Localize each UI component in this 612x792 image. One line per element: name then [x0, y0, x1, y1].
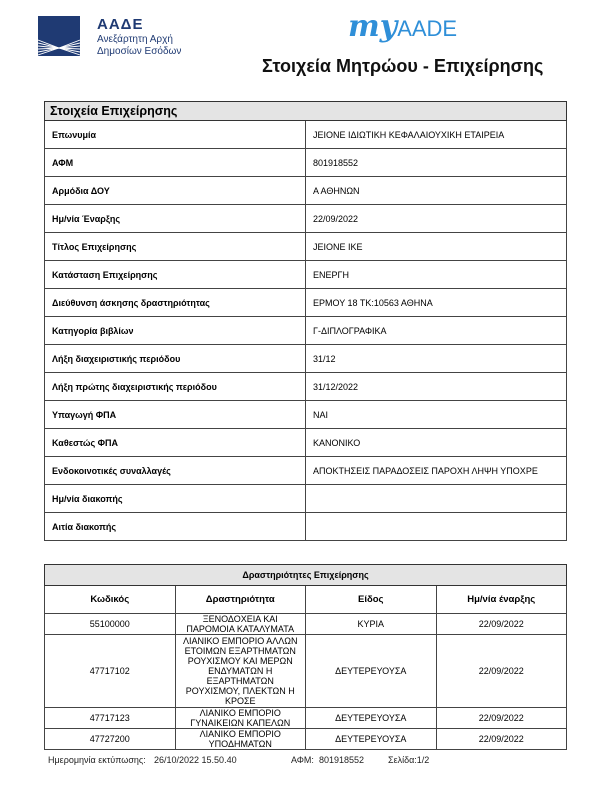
info-row-books-category — [45, 317, 567, 345]
activity-start-date: 22/09/2022 — [436, 708, 567, 729]
page-label: Σελίδα: — [388, 755, 417, 765]
logo-subtitle-line1: Ανεξάρτητη Αρχή — [97, 34, 173, 45]
brand-my: my — [348, 9, 398, 44]
info-row-address — [45, 289, 567, 317]
activity-description: ΞΕΝΟΔΟΧΕΙΑ ΚΑΙ ΠΑΡΟΜΟΙΑ ΚΑΤΑΛΥΜΑΤΑ — [175, 614, 306, 635]
info-label: ΑΦΜ — [45, 149, 306, 177]
info-row-intra-community — [45, 457, 567, 485]
activity-start-date: 22/09/2022 — [436, 729, 567, 750]
footer-page — [388, 755, 429, 765]
myaade-brand — [348, 9, 458, 44]
info-row-vat-subject — [45, 401, 567, 429]
logo-name: ΑΑΔΕ — [97, 16, 144, 33]
info-label: Τίτλος Επιχείρησης — [45, 233, 306, 261]
activity-description: ΛΙΑΝΙΚΟ ΕΜΠΟΡΙΟ ΑΛΛΩΝ ΕΤΟΙΜΩΝ ΕΞΑΡΤΗΜΑΤΩΝ ΡΟΥΧΙΣΜΟΥ ΚΑΙ ΜΕΡΩΝ ΕΝΔΥΜΑΤΩΝ Η ΕΞΑΡΤΗΜΑΤΩΝ ΡΟΥΧΙΣΜΟΥ, ΠΛΕΚΤΩΝ Η ΚΡΟΣΕ — [175, 635, 306, 708]
info-value: ΕΝΕΡΓΗ — [306, 261, 567, 289]
activity-start-date: 22/09/2022 — [436, 635, 567, 708]
info-label: Καθεστώς ΦΠΑ — [45, 429, 306, 457]
table-row — [45, 635, 567, 708]
info-value: Γ-ΔΙΠΛΟΓΡΑΦΙΚΑ — [306, 317, 567, 345]
info-row-title — [45, 233, 567, 261]
info-label: Ημ/νία Έναρξης — [45, 205, 306, 233]
activity-type: ΔΕΥΤΕΡΕΥΟΥΣΑ — [306, 635, 437, 708]
info-value: ΝΑΙ — [306, 401, 567, 429]
footer-afm — [291, 755, 364, 765]
info-row-start-date — [45, 205, 567, 233]
activity-start-date: 22/09/2022 — [436, 614, 567, 635]
table-row — [45, 729, 567, 750]
table-row — [45, 708, 567, 729]
col-header-start-date: Ημ/νία έναρξης — [436, 586, 567, 614]
info-value: ΑΠΟΚΤΗΣΕΙΣ ΠΑΡΑΔΟΣΕΙΣ ΠΑΡΟΧΗ ΛΗΨΗ ΥΠΟΧΡΕ — [306, 457, 567, 485]
aade-logo-mark-icon — [38, 16, 80, 56]
activity-type: ΚΥΡΙΑ — [306, 614, 437, 635]
info-value: 22/09/2022 — [306, 205, 567, 233]
business-info-table — [44, 101, 567, 541]
info-value: ΕΡΜΟΥ 18 ΤΚ:10563 ΑΘΗΝΑ — [306, 289, 567, 317]
info-label: Κατηγορία βιβλίων — [45, 317, 306, 345]
info-label: Ενδοκοινοτικές συναλλαγές — [45, 457, 306, 485]
activity-code: 47717102 — [45, 635, 176, 708]
info-row-vat-regime — [45, 429, 567, 457]
info-label: Επωνυμία — [45, 121, 306, 149]
activities-title: Δραστηριότητες Επιχείρησης — [45, 565, 567, 586]
info-value: JEIONE IKE — [306, 233, 567, 261]
page-number: 1/2 — [416, 755, 430, 765]
activity-code: 55100000 — [45, 614, 176, 635]
col-header-type: Είδος — [306, 586, 437, 614]
page-title: Στοιχεία Μητρώου - Επιχείρησης — [262, 56, 544, 76]
activities-header — [45, 565, 567, 586]
info-row-afm — [45, 149, 567, 177]
info-value: JEIONE ΙΔΙΩΤΙΚΗ ΚΕΦΑΛΑΙΟΥΧΙΚΗ ΕΤΑΙΡΕΙΑ — [306, 121, 567, 149]
info-row-stop-date — [45, 485, 567, 513]
info-value — [306, 485, 567, 513]
info-row-status — [45, 261, 567, 289]
info-label: Διεύθυνση άσκησης δραστηριότητας — [45, 289, 306, 317]
activity-type: ΔΕΥΤΕΡΕΥΟΥΣΑ — [306, 729, 437, 750]
logo-subtitle-line2: Δημοσίων Εσόδων — [97, 46, 182, 57]
info-value — [306, 513, 567, 541]
info-row-doy — [45, 177, 567, 205]
info-label: Υπαγωγή ΦΠΑ — [45, 401, 306, 429]
info-label: Αιτία διακοπής — [45, 513, 306, 541]
info-value: Α ΑΘΗΝΩΝ — [306, 177, 567, 205]
activity-description: ΛΙΑΝΙΚΟ ΕΜΠΟΡΙΟ ΥΠΟΔΗΜΑΤΩΝ — [175, 729, 306, 750]
business-info-title: Στοιχεία Επιχείρησης — [45, 102, 567, 121]
print-date-label: Ημερομηνία εκτύπωσης: — [48, 755, 146, 765]
activity-code: 47727200 — [45, 729, 176, 750]
print-date-value: 26/10/2022 15.50.40 — [154, 755, 237, 765]
brand-aade: AADE — [397, 16, 458, 41]
info-row-stop-reason — [45, 513, 567, 541]
footer-afm-value: 801918552 — [318, 755, 364, 765]
activity-type: ΔΕΥΤΕΡΕΥΟΥΣΑ — [306, 708, 437, 729]
activities-table — [44, 564, 567, 750]
info-label: Αρμόδια ΔΟΥ — [45, 177, 306, 205]
info-label: Ημ/νία διακοπής — [45, 485, 306, 513]
info-value: 801918552 — [306, 149, 567, 177]
activities-column-headers — [45, 586, 567, 614]
info-value: ΚΑΝΟΝΙΚΟ — [306, 429, 567, 457]
col-header-code: Κωδικός — [45, 586, 176, 614]
table-row — [45, 614, 567, 635]
info-row-period-end — [45, 345, 567, 373]
aade-logo — [38, 14, 198, 58]
info-value: 31/12/2022 — [306, 373, 567, 401]
info-row-first-period-end — [45, 373, 567, 401]
activity-code: 47717123 — [45, 708, 176, 729]
col-header-activity: Δραστηριότητα — [175, 586, 306, 614]
business-info-header — [45, 102, 567, 121]
info-value: 31/12 — [306, 345, 567, 373]
info-label: Κατάσταση Επιχείρησης — [45, 261, 306, 289]
info-label: Λήξη διαχειριστικής περιόδου — [45, 345, 306, 373]
info-row-name — [45, 121, 567, 149]
activity-description: ΛΙΑΝΙΚΟ ΕΜΠΟΡΙΟ ΓΥΝΑΙΚΕΙΩΝ ΚΑΠΕΛΩΝ — [175, 708, 306, 729]
info-label: Λήξη πρώτης διαχειριστικής περιόδου — [45, 373, 306, 401]
footer-afm-label: ΑΦΜ: — [291, 755, 314, 765]
